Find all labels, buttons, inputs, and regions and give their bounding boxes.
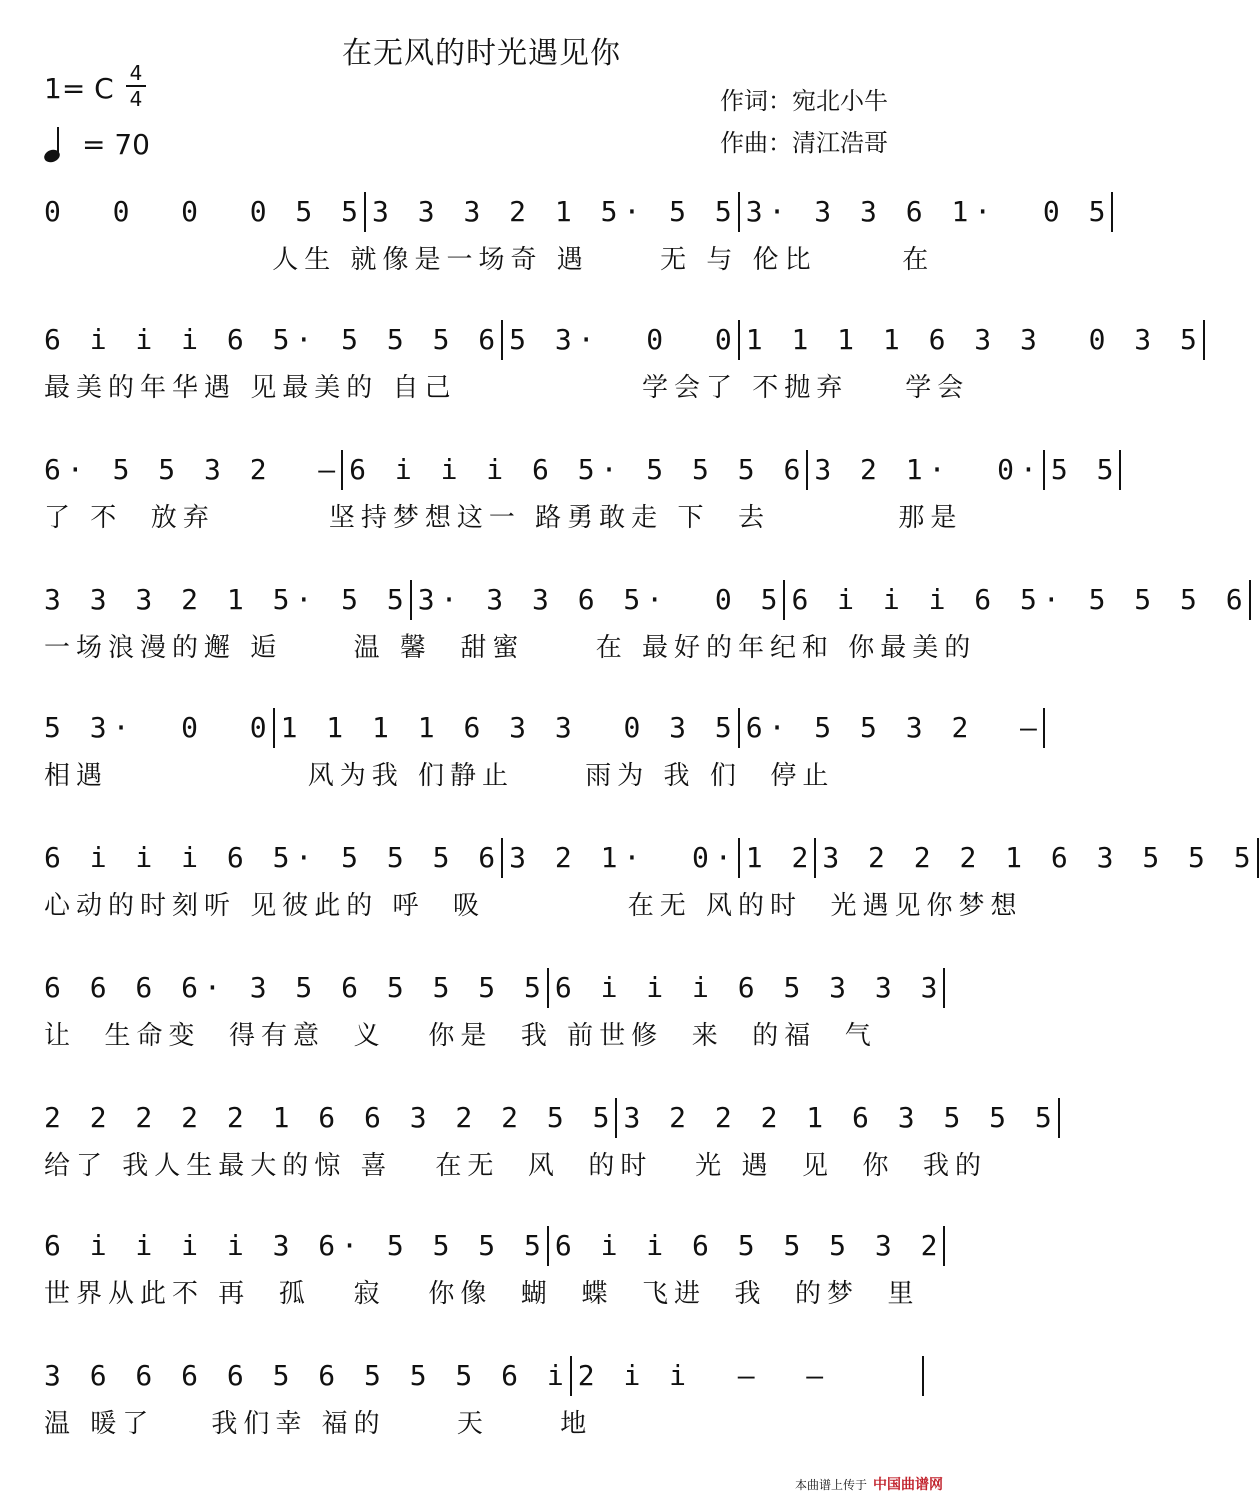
notation-line bbox=[44, 320, 1203, 360]
measure-group: 6 i i i 6 5 3 3 3 bbox=[549, 968, 946, 1008]
score-line bbox=[44, 708, 1043, 794]
notation-line bbox=[44, 1226, 944, 1266]
time-signature-top: 4 bbox=[129, 61, 143, 85]
footer-text: 本曲谱上传于 bbox=[794, 1477, 867, 1492]
notation-line bbox=[44, 1356, 924, 1396]
measure-group: 1 2 bbox=[740, 838, 817, 878]
measure-group: 6 6 6 6· 3 5 6 5 5 5 5 bbox=[44, 968, 549, 1008]
measure-group: 3 3 3 2 1 5· 5 5 bbox=[44, 580, 412, 620]
measure-group: 3 2 2 2 1 6 3 5 5 5 bbox=[617, 1098, 1059, 1138]
notation-line bbox=[44, 708, 1043, 748]
composer-credit: 作曲：清江浩哥 bbox=[720, 129, 888, 157]
measure-group: 1 1 1 1 6 3 3 0 3 5 bbox=[275, 708, 740, 748]
notation-line bbox=[44, 450, 1120, 490]
lyric-line: 人生 就像是一场奇 遇 无 与 伦比 在 bbox=[44, 245, 935, 275]
key-signature: 1= C bbox=[44, 72, 114, 105]
lyric-line: 心动的时刻听 见彼此的 呼 吸 在无 风的时 光遇见你梦想 bbox=[44, 891, 1023, 921]
tempo-value: = 70 bbox=[82, 127, 150, 161]
measure-group: 6 i i 6 5 5 5 3 2 bbox=[549, 1226, 946, 1266]
lyric-line: 温 暖了 我们幸 福的 天 地 bbox=[44, 1409, 593, 1439]
score-line bbox=[44, 968, 944, 1054]
quarter-note-icon bbox=[44, 126, 62, 162]
measure-group: 0 0 0 0 5 5 bbox=[44, 192, 366, 232]
measure-group: 5 5 bbox=[1045, 450, 1122, 490]
time-signature bbox=[126, 62, 146, 110]
score-line bbox=[44, 580, 1249, 666]
measure-group: 5 3· 0 0 bbox=[44, 708, 275, 748]
measure-group: 3 6 6 6 6 5 6 5 5 5 6 i bbox=[44, 1356, 572, 1396]
measure-group: 3 2 1· 0· bbox=[808, 450, 1045, 490]
credits bbox=[720, 80, 888, 164]
measure-group: 5 3· 0 0 bbox=[503, 320, 740, 360]
lyric-line: 最美的年华遇 见最美的 自己 学会了 不抛弃 学会 bbox=[44, 373, 970, 403]
score-line bbox=[44, 1098, 1058, 1184]
measure-group: 6 i i i 6 5· 5 5 5 6 bbox=[343, 450, 808, 490]
score-line bbox=[44, 320, 1203, 406]
measure-group: 6 i i i 6 5· 5 5 5 6 bbox=[785, 580, 1250, 620]
measure-group: 3 2 2 2 1 6 3 5 5 5 bbox=[816, 838, 1258, 878]
measure-group: 3· 3 3 6 1· 0 5 bbox=[740, 192, 1114, 232]
measure-group: 2 2 2 2 2 1 6 6 3 2 2 5 5 bbox=[44, 1098, 617, 1138]
site-logo: 中国曲谱网 bbox=[873, 1477, 943, 1493]
measure-group: 3· 3 3 6 5· 0 5 bbox=[412, 580, 786, 620]
song-title: 在无风的时光遇见你 bbox=[342, 36, 621, 71]
score-line bbox=[44, 192, 1112, 278]
measure-group: 3 2 1· 0· bbox=[503, 838, 740, 878]
tempo-marking bbox=[44, 126, 150, 162]
footer bbox=[795, 1474, 943, 1494]
measure-group: 6· 5 5 3 2 – bbox=[44, 450, 343, 490]
lyric-line: 让 生命变 得有意 义 你是 我 前世修 来 的福 气 bbox=[44, 1021, 877, 1051]
lyric-line: 一场浪漫的邂 逅 温 馨 甜蜜 在 最好的年纪和 你最美的 bbox=[44, 633, 977, 663]
notation-line bbox=[44, 838, 1257, 878]
measure-group: 6 i i i 6 5· 5 5 5 6 bbox=[44, 320, 503, 360]
measure-group: 6 i i i 6 5· 5 5 5 6 bbox=[44, 838, 503, 878]
score-line bbox=[44, 1226, 944, 1312]
lyric-line: 给了 我人生最大的惊 喜 在无 风 的时 光 遇 见 你 我的 bbox=[44, 1151, 988, 1181]
time-signature-bottom: 4 bbox=[129, 87, 143, 111]
measure-group: 6 i i i i 3 6· 5 5 5 5 bbox=[44, 1226, 549, 1266]
notation-line bbox=[44, 580, 1249, 620]
score-line bbox=[44, 838, 1257, 924]
score-line bbox=[44, 1356, 924, 1442]
lyricist-credit: 作词：宛北小牛 bbox=[720, 87, 888, 115]
measure-group: 2 i i – – bbox=[572, 1356, 924, 1396]
notation-line bbox=[44, 1098, 1058, 1138]
lyric-line: 相遇 风为我 们静止 雨为 我 们 停止 bbox=[44, 761, 835, 791]
score-line bbox=[44, 450, 1120, 536]
measure-group: 3 3 3 2 1 5· 5 5 bbox=[366, 192, 740, 232]
notation-line bbox=[44, 968, 944, 1008]
notation-line bbox=[44, 192, 1112, 232]
measure-group: 1 1 1 1 6 3 3 0 3 5 bbox=[740, 320, 1205, 360]
measure-group: 6· 5 5 3 2 – bbox=[740, 708, 1045, 748]
lyric-line: 世界从此不 再 孤 寂 你像 蝴 蝶 飞进 我 的梦 里 bbox=[44, 1279, 920, 1309]
lyric-line: 了 不 放弃 坚持梦想这一 路勇敢走 下 去 那是 bbox=[44, 503, 963, 533]
